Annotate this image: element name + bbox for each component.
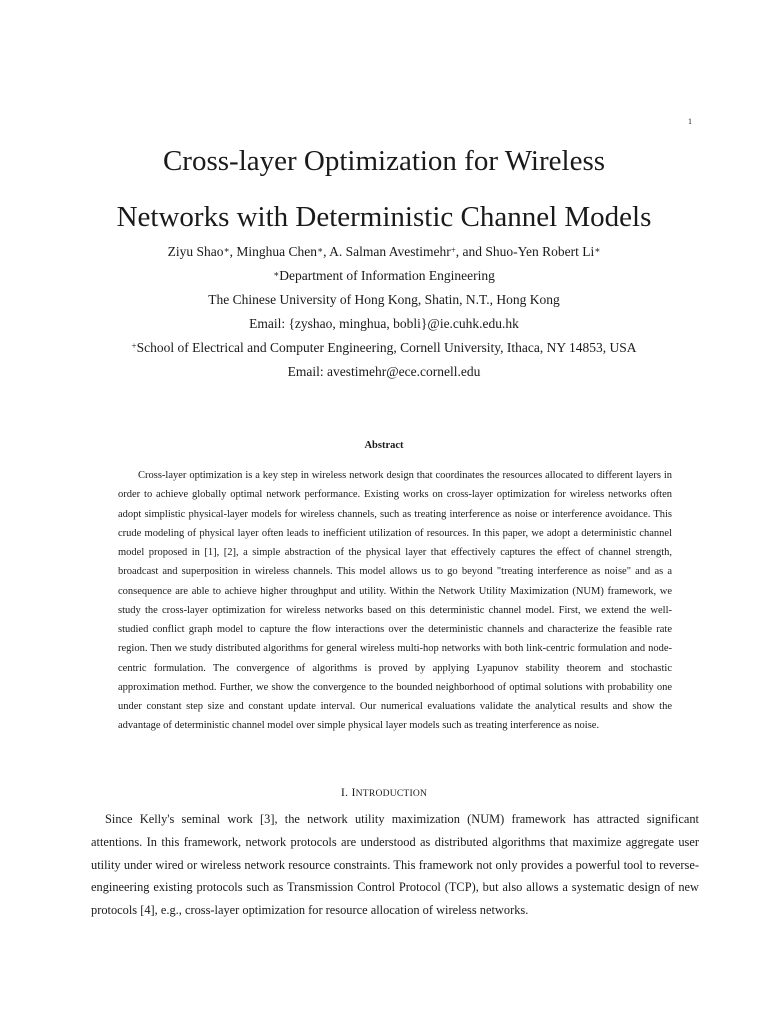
section-title-rest: NTRODUCTION	[355, 788, 428, 799]
page-number: 1	[688, 117, 692, 126]
email-cornell: Email: avestimehr@ece.cornell.edu	[287, 364, 481, 379]
author-name: Ziyu Shao	[167, 244, 224, 259]
abstract-body: Cross-layer optimization is a key step in wireless network design that coordinates the resources allocated to different layers in order to achieve globally optimal network performance. Existing works on cross-layer optimization for wireless networks often adopt simplistic physical-layer models for wireless channels, such as treating interference as noise or interference avoidance. This crude modeling of physical layer often leads to inefficient utilization of resources. In this paper, we adopt a deterministic channel model proposed in [1], [2], a simple abstraction of the physical layer that effectively captures the effect of channel strength, broadcast and superposition in wireless channels. This model allows us to go beyond "treating interference as noise" and as a consequence are able to achieve higher throughput and utility. Within the Network Utility Maximization (NUM) framework, we study the cross-layer optimization for wireless networks based on this deterministic channel model. First, we extend the well-studied conflict graph model to capture the flow interactions over the deterministic channels and characterize the feasible rate region. Then we study distributed algorithms for general wireless multi-hop networks with both link-centric formulation and node-centric formulation. The convergence of algorithms is proved by applying Lyapunov stability theorem and stochastic approximation method. Further, we show the convergence to the bounded neighborhood of optimal solutions with probability one under constant step size and constant update interval. Our numerical evaluations validate the analytical results and show the advantage of deterministic channel model over simple physical layer models such as treating interference as noise.	[118, 470, 672, 732]
affiliation-cornell-text: School of Electrical and Computer Engineering, Cornell University, Ithaca, NY 14853, USA	[136, 340, 637, 355]
author-list	[0, 240, 768, 264]
author-separator: ,	[323, 244, 330, 259]
author-name: A. Salman Avestimehr	[329, 244, 451, 259]
section-heading-introduction	[0, 785, 768, 800]
introduction-paragraph: Since Kelly's seminal work [3], the network utility maximization (NUM) framework has attracted significant attentions. In this framework, network protocols are understood as distributed algorithms that maximize aggregate user utility under wired or wireless network resource constraints. This framework not only provides a powerful tool to reverse-engineering existing protocols such as Transmission Control Protocol (TCP), but also allows a systematic design of new protocols [4], e.g., cross-layer optimization for resource allocation of wireless networks.	[91, 812, 699, 917]
email-cuhk: Email: {zyshao, minghua, bobli}@ie.cuhk.edu.hk	[249, 316, 519, 331]
section-title	[351, 785, 427, 799]
affiliation-mark: +	[450, 245, 456, 255]
affiliation-university: The Chinese University of Hong Kong, Shatin, N.T., Hong Kong	[208, 292, 560, 307]
author-separator: ,	[229, 244, 237, 259]
section-number: I.	[340, 785, 349, 799]
title-line-1: Cross-layer Optimization for Wireless	[162, 145, 606, 177]
affiliation-mark: ∗	[594, 245, 601, 255]
title-line-2: Networks with Deterministic Channel Models	[116, 201, 652, 233]
author-separator: , and	[455, 244, 486, 259]
abstract-heading: Abstract	[364, 440, 404, 451]
affiliation-dept-text: Department of Information Engineering	[279, 268, 495, 283]
section-title-initial: I	[351, 785, 356, 799]
paper-title	[0, 133, 768, 245]
author-block	[0, 240, 768, 384]
affiliation-dept	[0, 264, 768, 288]
author-name: Minghua Chen	[236, 244, 317, 259]
author-name: Shuo-Yen Robert Li	[485, 244, 595, 259]
affiliation-mark: ∗	[223, 245, 230, 255]
affiliation-mark: ∗	[316, 245, 324, 255]
affiliation-mark: +	[131, 341, 137, 351]
affiliation-cornell	[0, 336, 768, 360]
affiliation-mark: ∗	[273, 269, 280, 279]
